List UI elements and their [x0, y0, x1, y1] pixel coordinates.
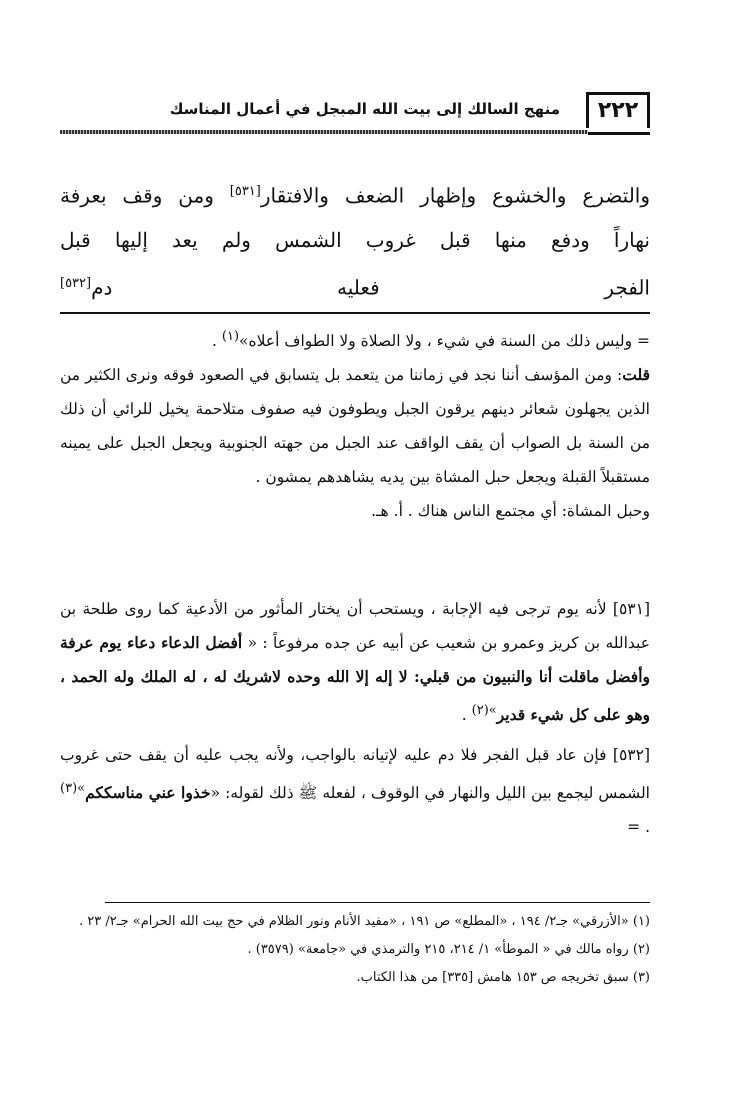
commentary [60, 320, 650, 528]
reference-532: [٥٣٢] [60, 275, 92, 291]
note-531: [٥٣١] لأنه يوم ترجى فيه الإجابة ، ويستحب أن يختار المأثور من الأدعية كما روى طلحة بن عبدالله بن كريز وعمرو بن شعيب عن أبيه عن جده مرفوعاً : « أفضل الدعاء دعاء يوم عرفة وأفضل ماقلت أنا والنبيون من قبلي: لا إله إلا الله وحده لاشريك له ، له الملك وله الحمد ، وهو على كل شيء قدير$^{»(٢)}$ . [60, 600, 650, 725]
hadith-quote-2: خذوا عني مناسككم [85, 783, 211, 803]
qult-label: قلت [622, 365, 650, 385]
page-header [60, 92, 650, 132]
footnote-1: (١) «الأزرقي» جـ٢/ ١٩٤ ، «المطلع» ص ١٩١ ، «مفيد الأنام ونور الظلام في حج بيت الله الحرام» جـ٢/ ٢٣ . [79, 914, 650, 929]
footnote-2: (٢) رواه مالك في « الموطأ» ١/ ٢١٤، ٢١٥ والترمذي في «جامعة» (٣٥٧٩) . [247, 942, 650, 957]
main-text [60, 170, 650, 309]
commentary-paragraph-1: = وليس ذلك من السنة في شيء ، ولا الصلاة ولا الطواف أعلاه»$^{(١)}$ . [212, 329, 650, 351]
commentary-paragraph-2: قلت: ومن المؤسف أننا نجد في زماننا من يتعمد بل يتسابق في الصعود فوقه ونرى الكثير من الذين يجهلون شعائر دينهم يرقون الجبل ويطوفون فيه صفوف متلاحمة يخيل للرائي أن ذلك من السنة بل الصواب أن يقف الواقف عند الجبل من جهته الجنوبية ويجعل الجبل على يمينه مستقبلاً القبلة ويجعل حبل المشاة بين يديه يشاهدهم يمشون . [60, 365, 650, 487]
hadith-quote: أفضل الدعاء دعاء يوم عرفة وأفضل ماقلت أنا والنبيون من قبلي: لا إله إلا الله وحده لاشريك له ، له الملك وله الحمد ، وهو على كل شيء قدير [60, 633, 650, 725]
header-rule [60, 130, 588, 134]
reference-531: [٥٣١] [229, 184, 261, 199]
page-number: ٢٢٢ [586, 92, 650, 128]
commentary-paragraph-3: وحبل المشاة: أي مجتمع الناس هناك . أ. هـ. [371, 502, 650, 521]
explanatory-notes [60, 592, 650, 850]
main-line-3: الفجر فعليه دم[٥٣٢] [60, 275, 650, 300]
footnote-divider [105, 902, 650, 903]
footnote-3: (٣) سبق تخريجه ص ١٥٣ هامش [٣٣٥] من هذا الكتاب. [356, 970, 650, 985]
continuation-mark: = [627, 818, 641, 837]
header-rule-underline [588, 126, 650, 135]
main-line-2: نهاراً ودفع منها قبل غروب الشمس ولم يعد إليها قبل [60, 227, 650, 252]
section-divider [60, 312, 650, 314]
running-title: منهج السالك إلى بيت الله المبجل في أعمال المناسك [169, 100, 560, 118]
note-532: [٥٣٢] فإن عاد قبل الفجر فلا دم عليه لإتيانه بالواجب، ولأنه يجب عليه أن يقف حتى غروب الشمس ليجمع بين الليل والنهار في الوقوف ، لفعله ﷺ ذلك لقوله: «خذوا عني مناسككم$^{»(٣)}$ . = [60, 746, 650, 837]
main-line-1: والتضرع والخشوع وإظهار الضعف والافتقار[٥٣١] ومن وقف بعرفة [60, 183, 651, 208]
footnotes [60, 908, 650, 992]
